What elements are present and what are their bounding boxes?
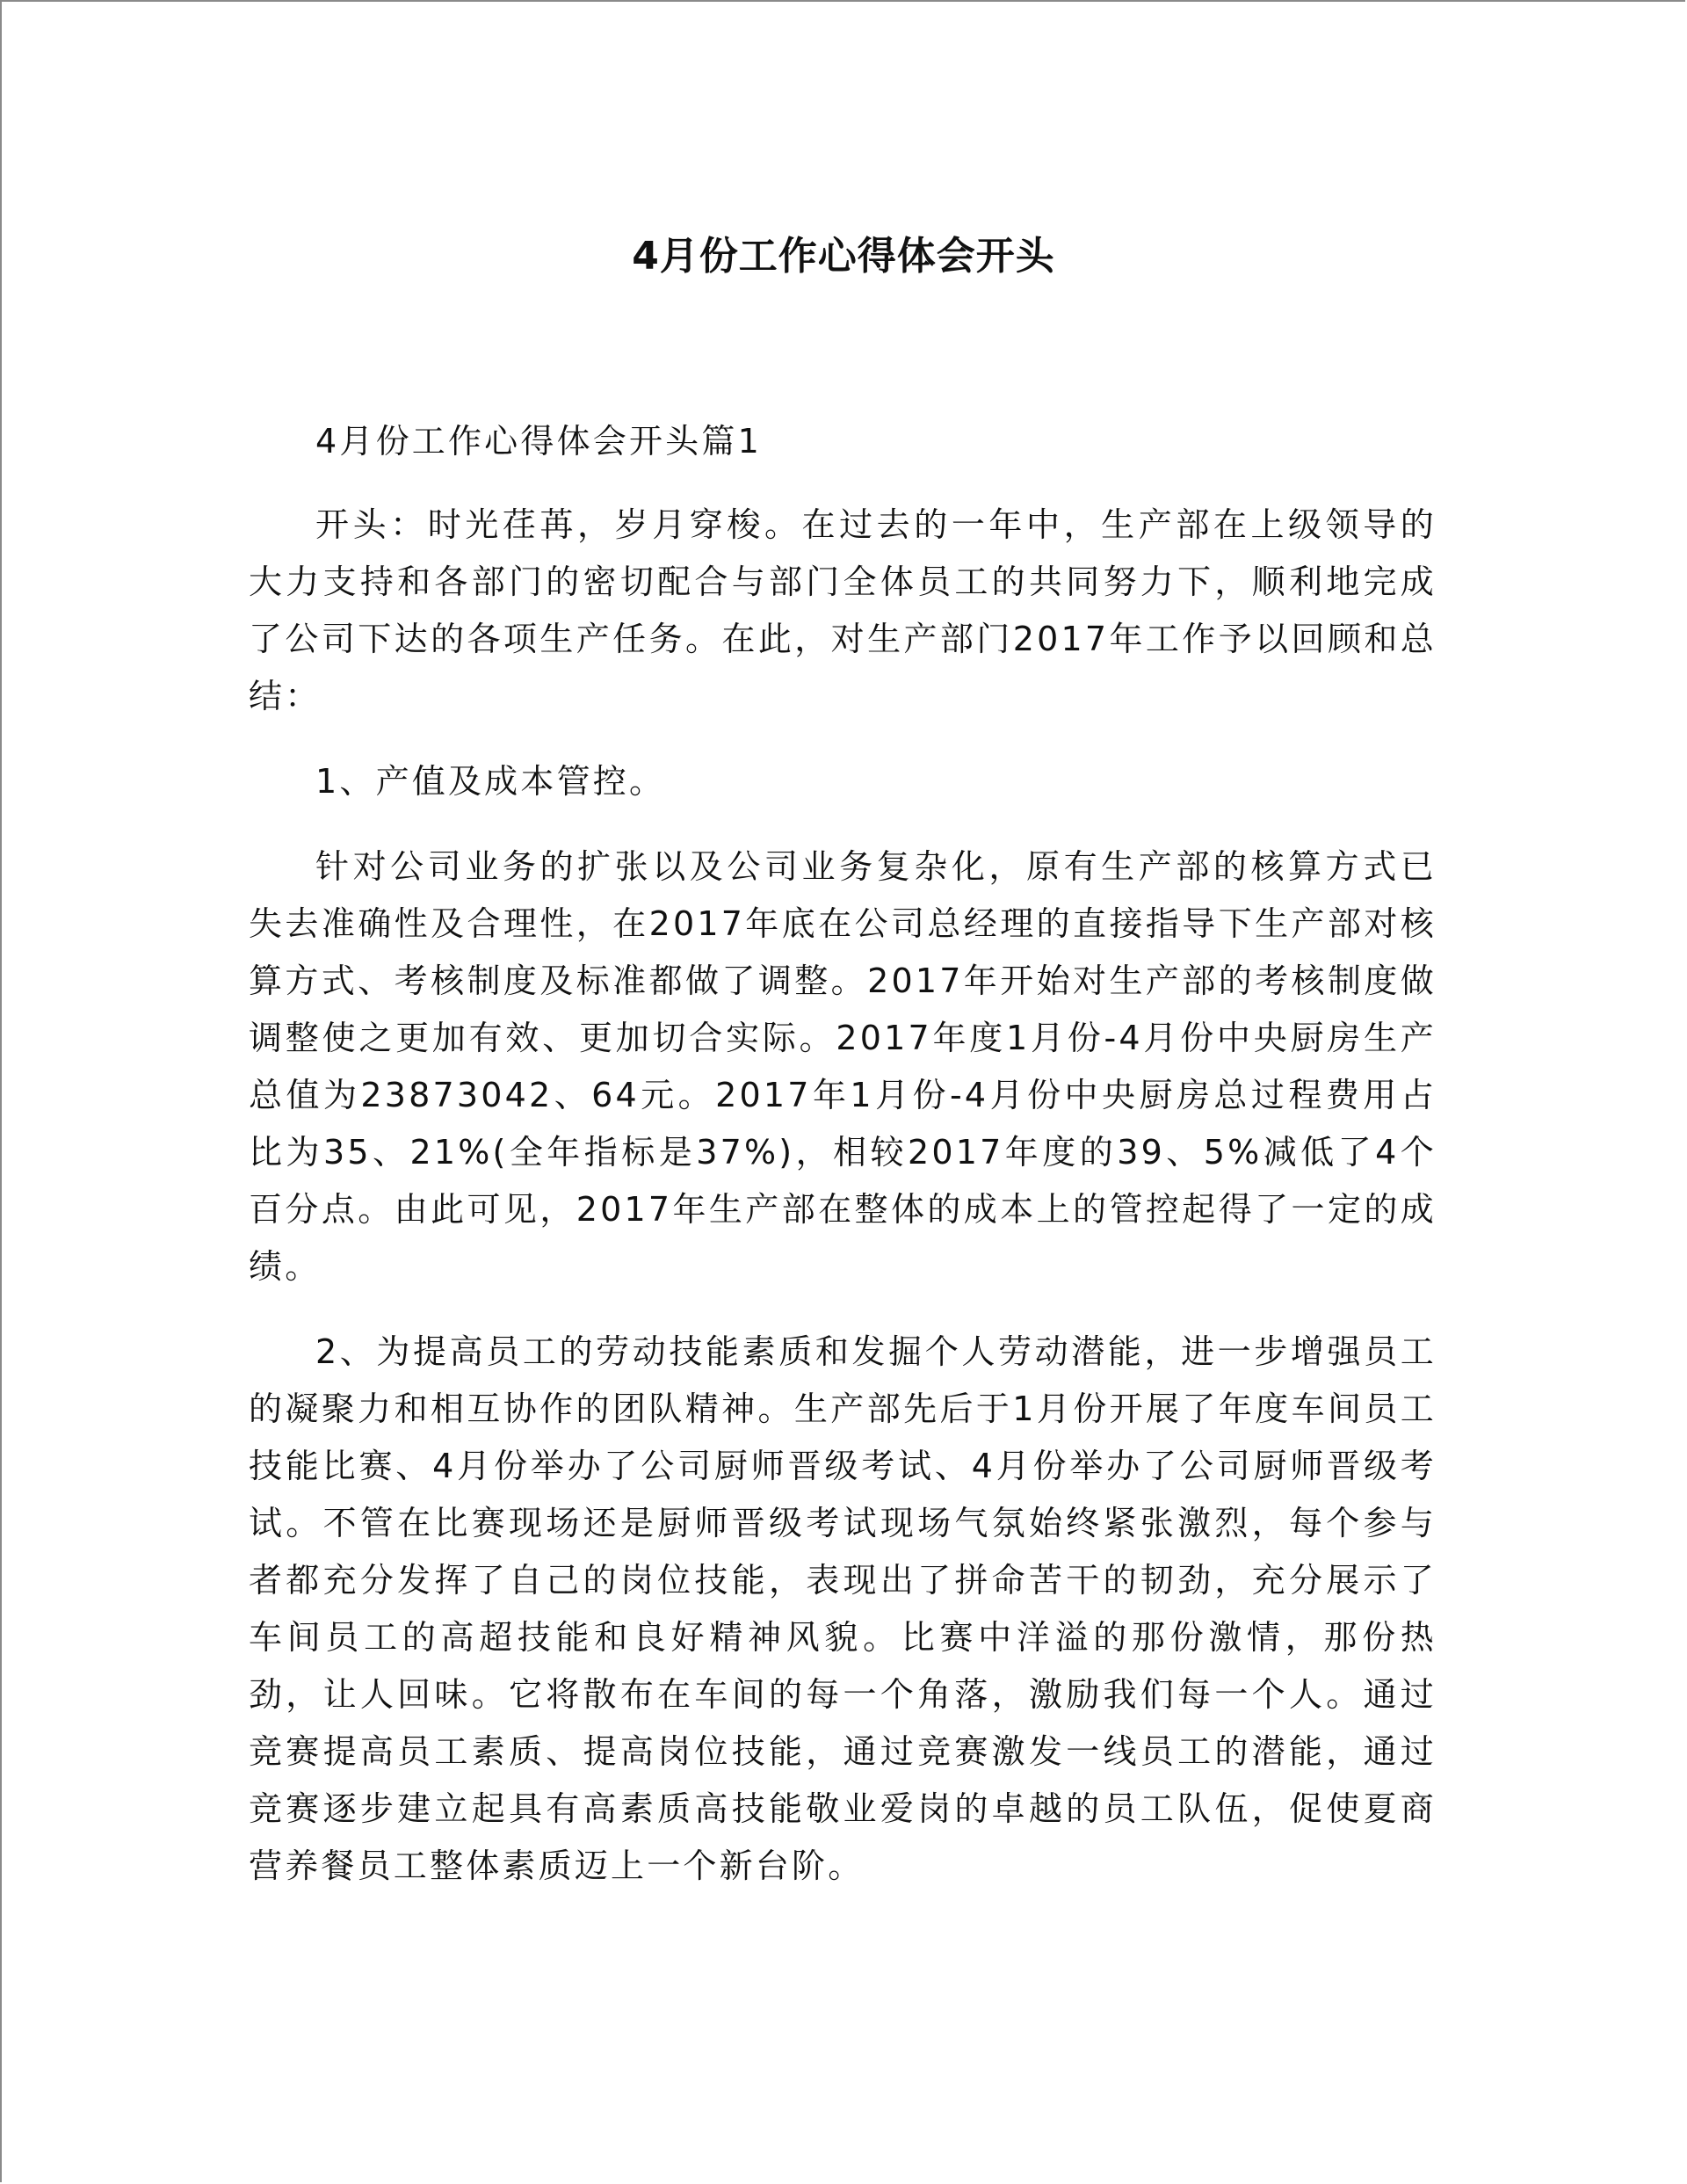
paragraph-heading-1: 1、产值及成本管控。 xyxy=(315,762,666,801)
section-subtitle: 4月份工作心得体会开头篇1 xyxy=(315,422,762,461)
paragraph-cost-control: 针对公司业务的扩张以及公司业务复杂化，原有生产部的核算方式已失去准确性及合理性，在2017年底在公司总经理的直接指导下生产部对核算方式、考核制度及标准都做了调整。2017年开始对生产部的考核制度做调整使之更加有效、更加切合实际。2017年度1月份-4月份中央厨房生产总值为23873042、64元。2017年1月份-4月份中央厨房总过程费用占比为35、21%(全年指标是37%)，相较2017年度的39、5%减低了4个百分点。由此可见，2017年生产部在整体的成本上的管控起得了一定的成绩。 xyxy=(249,847,1437,1286)
paragraph-intro: 开头：时光荏苒，岁月穿梭。在过去的一年中，生产部在上级领导的大力支持和各部门的密切配合与部门全体员工的共同努力下，顺利地完成了公司下达的各项生产任务。在此，对生产部门2017年工作予以回顾和总结： xyxy=(249,505,1437,715)
document-title: 4月份工作心得体会开头 xyxy=(632,234,1055,279)
document-body xyxy=(249,413,1437,1923)
paragraph-skills: 2、为提高员工的劳动技能素质和发掘个人劳动潜能，进一步增强员工的凝聚力和相互协作的团队精神。生产部先后于1月份开展了年度车间员工技能比赛、4月份举办了公司厨师晋级考试、4月份举办了公司厨师晋级考试。不管在比赛现场还是厨师晋级考试现场气氛始终紧张激烈，每个参与者都充分发挥了自己的岗位技能，表现出了拼命苦干的韧劲，充分展示了车间员工的高超技能和良好精神风貌。比赛中洋溢的那份激情，那份热劲，让人回味。它将散布在车间的每一个角落，激励我们每一个人。通过竞赛提高员工素质、提高岗位技能，通过竞赛激发一线员工的潜能，通过竞赛逐步建立起具有高素质高技能敬业爱岗的卓越的员工队伍，促使夏商营养餐员工整体素质迈上一个新台阶。 xyxy=(249,1332,1437,1885)
